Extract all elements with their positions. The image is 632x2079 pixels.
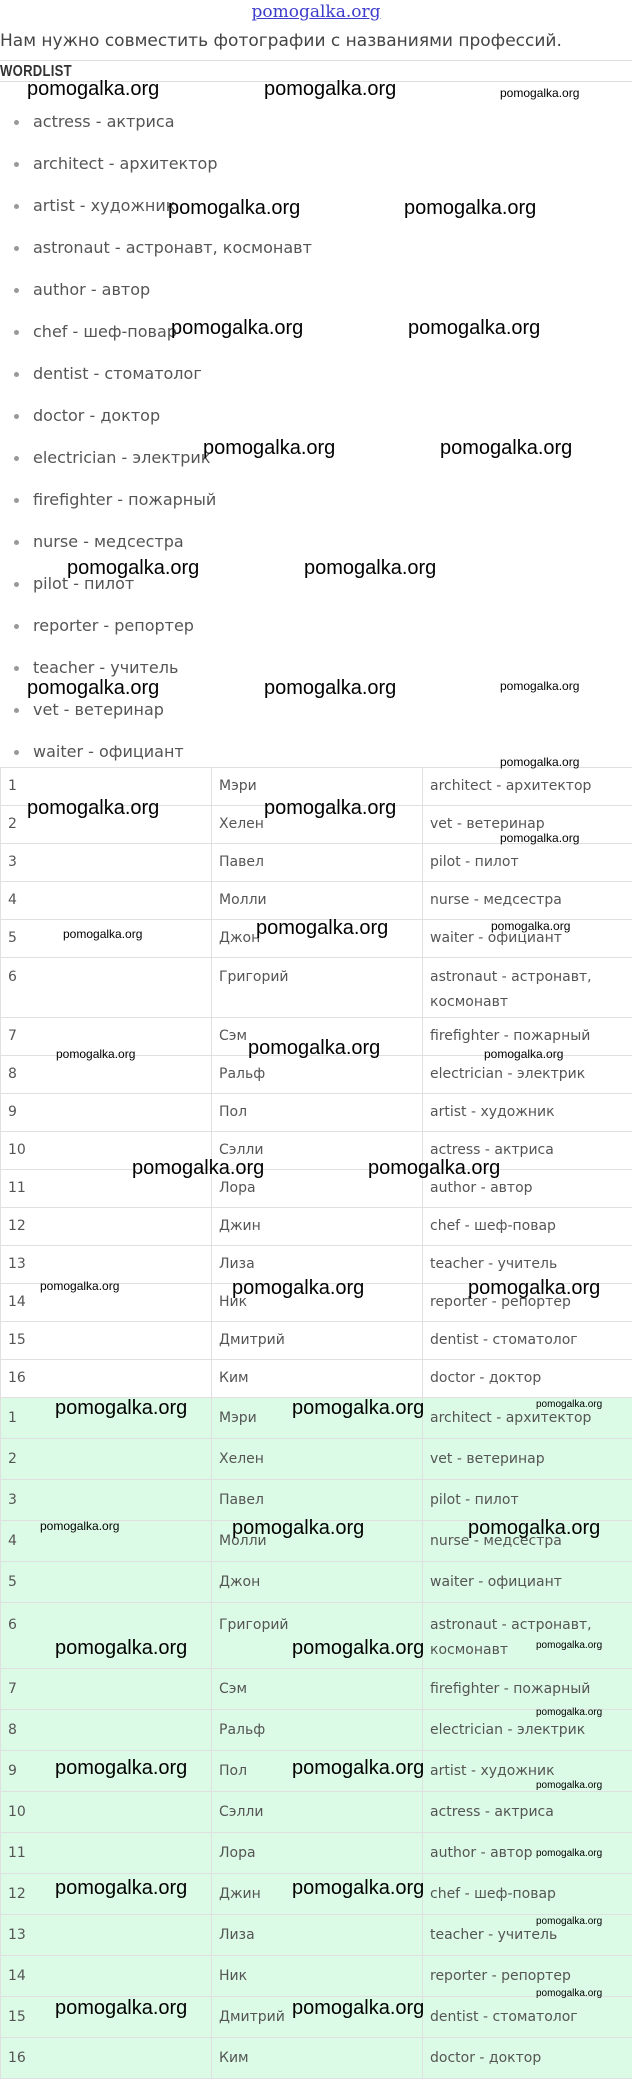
person-name: Ник — [212, 1956, 423, 1997]
profession: artist - художник — [423, 1094, 632, 1132]
profession: firefighter - пожарный — [423, 1018, 632, 1056]
row-number: 7 — [1, 1669, 212, 1710]
row-number: 8 — [1, 1056, 212, 1094]
watermark: pomogalka.org — [404, 197, 537, 219]
table-row — [1, 1874, 632, 1915]
table-row — [1, 1521, 632, 1562]
watermark: pomogalka.org — [500, 755, 580, 769]
watermark: pomogalka.org — [500, 679, 580, 693]
table-row — [1, 844, 632, 882]
answer-table — [0, 1397, 632, 2079]
watermark: pomogalka.org — [264, 797, 397, 819]
row-number: 8 — [1, 1710, 212, 1751]
divider — [0, 81, 632, 82]
table-row — [1, 1170, 632, 1208]
profession: artist - художник — [423, 1751, 632, 1792]
table-row — [1, 1439, 632, 1480]
watermark: pomogalka.org — [491, 919, 571, 933]
list-item: vet - ветеринар — [0, 689, 632, 731]
watermark: pomogalka.org — [40, 1279, 120, 1293]
table-row — [1, 1603, 632, 1669]
profession: author - автор — [423, 1170, 632, 1208]
profession: chef - шеф-повар — [423, 1208, 632, 1246]
intro-text: Нам нужно совместить фотографии с названиями профессий. — [0, 31, 562, 51]
watermark: pomogalka.org — [536, 1988, 603, 1999]
row-number: 14 — [1, 1284, 212, 1322]
watermark: pomogalka.org — [55, 1757, 188, 1779]
person-name: Лиза — [212, 1915, 423, 1956]
watermark: pomogalka.org — [40, 1519, 120, 1533]
profession: nurse - медсестра — [423, 1521, 632, 1562]
profession: teacher - учитель — [423, 1246, 632, 1284]
table-row — [1, 920, 632, 958]
profession: actress - актриса — [423, 1132, 632, 1170]
row-number: 6 — [1, 958, 212, 1018]
list-item: artist - художник — [0, 185, 632, 227]
table-row — [1, 1056, 632, 1094]
list-item: nurse - медсестра — [0, 521, 632, 563]
watermark: pomogalka.org — [292, 1397, 425, 1419]
person-name: Лора — [212, 1833, 423, 1874]
profession: architect - архитектор — [423, 768, 632, 806]
watermark: pomogalka.org — [536, 1640, 603, 1651]
watermark: pomogalka.org — [264, 677, 397, 699]
list-item: doctor - доктор — [0, 395, 632, 437]
profession: astronaut - астронавт, космонавт — [423, 1603, 632, 1669]
watermark: pomogalka.org — [468, 1277, 601, 1299]
person-name: Джон — [212, 1562, 423, 1603]
list-item: firefighter - пожарный — [0, 479, 632, 521]
table-row — [1, 1284, 632, 1322]
table-row — [1, 1956, 632, 1997]
person-name: Ральф — [212, 1710, 423, 1751]
row-number: 16 — [1, 2038, 212, 2079]
list-item: astronaut - астронавт, космонавт — [0, 227, 632, 269]
profession: doctor - доктор — [423, 2038, 632, 2079]
table-row — [1, 1710, 632, 1751]
person-name: Хелен — [212, 1439, 423, 1480]
row-number: 7 — [1, 1018, 212, 1056]
person-name: Сэм — [212, 1018, 423, 1056]
table-row — [1, 1792, 632, 1833]
watermark: pomogalka.org — [484, 1047, 564, 1061]
divider — [0, 60, 632, 61]
person-name: Джин — [212, 1874, 423, 1915]
watermark: pomogalka.org — [536, 1916, 603, 1927]
list-item: teacher - учитель — [0, 647, 632, 689]
list-item: pilot - пилот — [0, 563, 632, 605]
watermark: pomogalka.org — [292, 1637, 425, 1659]
row-number: 1 — [1, 768, 212, 806]
profession: vet - ветеринар — [423, 1439, 632, 1480]
table-row — [1, 1669, 632, 1710]
profession: architect - архитектор — [423, 1398, 632, 1439]
wordlist-title: WORDLIST — [0, 63, 72, 80]
table-row — [1, 1246, 632, 1284]
profession: reporter - репортер — [423, 1284, 632, 1322]
person-name: Ким — [212, 2038, 423, 2079]
watermark: pomogalka.org — [27, 78, 160, 100]
table-row — [1, 1018, 632, 1056]
row-number: 1 — [1, 1398, 212, 1439]
watermark: pomogalka.org — [203, 437, 336, 459]
table-row — [1, 768, 632, 806]
table-row — [1, 1915, 632, 1956]
list-item: chef - шеф-повар — [0, 311, 632, 353]
person-name: Молли — [212, 882, 423, 920]
profession: reporter - репортер — [423, 1956, 632, 1997]
watermark: pomogalka.org — [440, 437, 573, 459]
table-row — [1, 1751, 632, 1792]
wordlist — [0, 101, 632, 773]
row-number: 5 — [1, 1562, 212, 1603]
person-name: Пол — [212, 1751, 423, 1792]
table-row — [1, 1398, 632, 1439]
profession: pilot - пилот — [423, 1480, 632, 1521]
profession: doctor - доктор — [423, 1360, 632, 1398]
person-name: Джин — [212, 1208, 423, 1246]
watermark: pomogalka.org — [500, 86, 580, 100]
watermark: pomogalka.org — [27, 797, 160, 819]
person-name: Сэлли — [212, 1132, 423, 1170]
watermark: pomogalka.org — [232, 1277, 365, 1299]
profession: electrician - электрик — [423, 1710, 632, 1751]
watermark: pomogalka.org — [408, 317, 541, 339]
person-name: Мэри — [212, 768, 423, 806]
watermark: pomogalka.org — [256, 917, 389, 939]
watermark: pomogalka.org — [55, 1637, 188, 1659]
profession: teacher - учитель — [423, 1915, 632, 1956]
row-number: 4 — [1, 882, 212, 920]
watermark: pomogalka.org — [55, 1997, 188, 2019]
row-number: 10 — [1, 1132, 212, 1170]
watermark: pomogalka.org — [56, 1047, 136, 1061]
profession: author - автор — [423, 1833, 632, 1874]
row-number: 3 — [1, 844, 212, 882]
profession: waiter - официант — [423, 1562, 632, 1603]
person-name: Лиза — [212, 1246, 423, 1284]
list-item: waiter - официант — [0, 731, 632, 773]
profession: dentist - стоматолог — [423, 1322, 632, 1360]
person-name: Григорий — [212, 1603, 423, 1669]
person-name: Хелен — [212, 806, 423, 844]
row-number: 16 — [1, 1360, 212, 1398]
row-number: 11 — [1, 1833, 212, 1874]
row-number: 13 — [1, 1915, 212, 1956]
row-number: 10 — [1, 1792, 212, 1833]
row-number: 15 — [1, 1997, 212, 2038]
profession: electrician - электрик — [423, 1056, 632, 1094]
row-number: 6 — [1, 1603, 212, 1669]
person-name: Дмитрий — [212, 1997, 423, 2038]
person-name: Сэм — [212, 1669, 423, 1710]
profession: waiter - официант — [423, 920, 632, 958]
watermark: pomogalka.org — [292, 1877, 425, 1899]
row-number: 15 — [1, 1322, 212, 1360]
watermark: pomogalka.org — [304, 557, 437, 579]
profession: chef - шеф-повар — [423, 1874, 632, 1915]
watermark: pomogalka.org — [536, 1399, 603, 1410]
watermark: pomogalka.org — [536, 1780, 603, 1791]
row-number: 9 — [1, 1751, 212, 1792]
table-row — [1, 958, 632, 1018]
person-name: Ральф — [212, 1056, 423, 1094]
table-row — [1, 1562, 632, 1603]
table-row — [1, 2038, 632, 2079]
row-number: 12 — [1, 1208, 212, 1246]
row-number: 2 — [1, 1439, 212, 1480]
person-name: Ким — [212, 1360, 423, 1398]
person-name: Лора — [212, 1170, 423, 1208]
watermark: pomogalka.org — [264, 78, 397, 100]
profession: dentist - стоматолог — [423, 1997, 632, 2038]
watermark: pomogalka.org — [368, 1157, 501, 1179]
watermark: pomogalka.org — [536, 1707, 603, 1718]
watermark: pomogalka.org — [55, 1397, 188, 1419]
watermark: pomogalka.org — [292, 1997, 425, 2019]
watermark: pomogalka.org — [168, 197, 301, 219]
table-row — [1, 806, 632, 844]
row-number: 11 — [1, 1170, 212, 1208]
profession: nurse - медсестра — [423, 882, 632, 920]
table-row — [1, 1322, 632, 1360]
table-row — [1, 1480, 632, 1521]
table-row — [1, 1132, 632, 1170]
list-item: architect - архитектор — [0, 143, 632, 185]
person-name: Сэлли — [212, 1792, 423, 1833]
list-item: author - автор — [0, 269, 632, 311]
person-name: Григорий — [212, 958, 423, 1018]
table-row — [1, 1208, 632, 1246]
watermark: pomogalka.org — [171, 317, 304, 339]
row-number: 9 — [1, 1094, 212, 1132]
profession: vet - ветеринар — [423, 806, 632, 844]
row-number: 4 — [1, 1521, 212, 1562]
row-number: 2 — [1, 806, 212, 844]
person-name: Пол — [212, 1094, 423, 1132]
row-number: 12 — [1, 1874, 212, 1915]
person-name: Молли — [212, 1521, 423, 1562]
watermark: pomogalka.org — [67, 557, 200, 579]
watermark: pomogalka.org — [27, 677, 160, 699]
person-name: Павел — [212, 1480, 423, 1521]
row-number: 3 — [1, 1480, 212, 1521]
table-row — [1, 1360, 632, 1398]
watermark: pomogalka.org — [248, 1037, 381, 1059]
watermark: pomogalka.org — [232, 1517, 365, 1539]
table-row — [1, 1094, 632, 1132]
watermark: pomogalka.org — [292, 1757, 425, 1779]
list-item: reporter - репортер — [0, 605, 632, 647]
watermark: pomogalka.org — [55, 1877, 188, 1899]
person-name: Джон — [212, 920, 423, 958]
row-number: 14 — [1, 1956, 212, 1997]
profession: astronaut - астронавт, космонавт — [423, 958, 632, 1018]
watermark: pomogalka.org — [63, 927, 143, 941]
table-row — [1, 1997, 632, 2038]
table-row — [1, 1833, 632, 1874]
site-logo-link[interactable]: pomogalka.org — [251, 2, 381, 22]
list-item: electrician - электрик — [0, 437, 632, 479]
watermark: pomogalka.org — [536, 1848, 603, 1859]
matching-table — [0, 767, 632, 1398]
person-name: Павел — [212, 844, 423, 882]
watermark: pomogalka.org — [132, 1157, 265, 1179]
watermark: pomogalka.org — [500, 831, 580, 845]
person-name: Дмитрий — [212, 1322, 423, 1360]
row-number: 5 — [1, 920, 212, 958]
watermark: pomogalka.org — [468, 1517, 601, 1539]
list-item: actress - актриса — [0, 101, 632, 143]
list-item: dentist - стоматолог — [0, 353, 632, 395]
table-row — [1, 882, 632, 920]
profession: pilot - пилот — [423, 844, 632, 882]
profession: firefighter - пожарный — [423, 1669, 632, 1710]
person-name: Мэри — [212, 1398, 423, 1439]
person-name: Ник — [212, 1284, 423, 1322]
row-number: 13 — [1, 1246, 212, 1284]
profession: actress - актриса — [423, 1792, 632, 1833]
